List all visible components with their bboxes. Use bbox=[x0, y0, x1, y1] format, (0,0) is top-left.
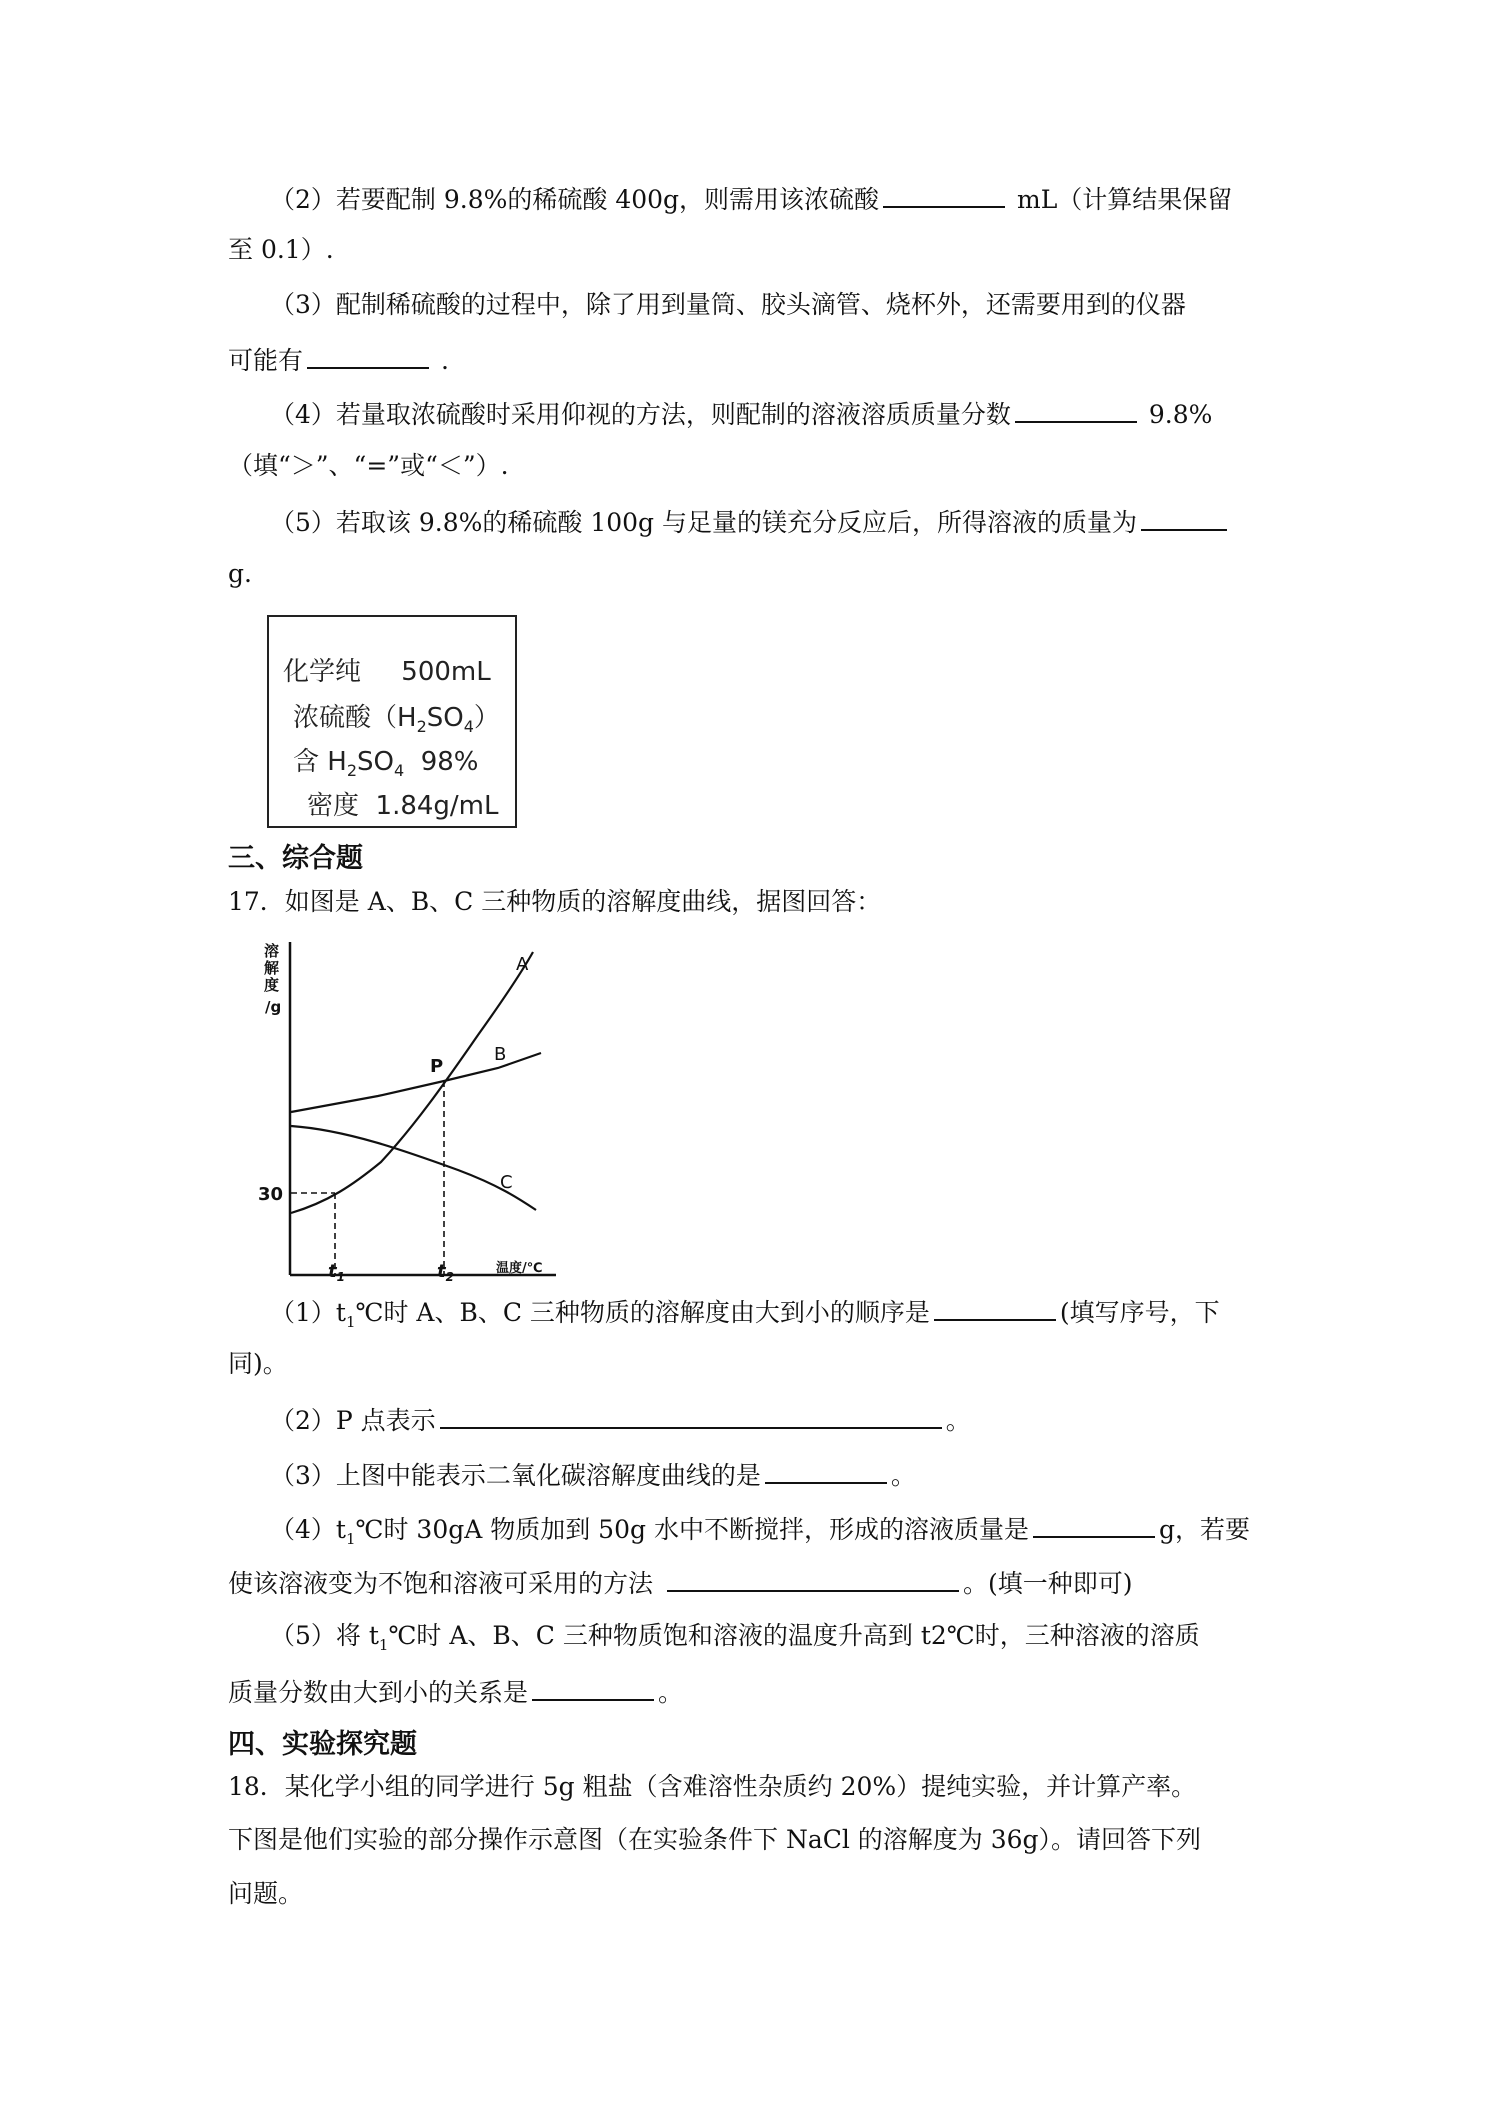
x-tick-t2: t bbox=[437, 1261, 446, 1282]
section-heading: 四、实验探究题 bbox=[228, 1729, 417, 1760]
q17-part4-text4: 使该溶液变为不饱和溶液可采用的方法 bbox=[228, 1569, 654, 1598]
solubility-chart bbox=[258, 940, 558, 1290]
label-content bbox=[293, 741, 479, 780]
q17-part1-line1 bbox=[270, 1293, 1220, 1339]
label-content-pre: 含 H bbox=[293, 747, 347, 777]
q16-part4-text: （4）若量取浓硫酸时采用仰视的方法，则配制的溶液溶质质量分数 bbox=[270, 400, 1011, 429]
q16-part4-line2: （填“＞”、“=”或“＜”）. bbox=[228, 451, 509, 480]
answer-blank[interactable] bbox=[934, 1293, 1056, 1321]
q16-part2-line1 bbox=[270, 180, 1232, 217]
q16-part3-end: . bbox=[433, 346, 449, 375]
q17-part5-line2 bbox=[228, 1673, 683, 1710]
answer-blank[interactable] bbox=[1015, 395, 1137, 423]
q17-part4-line2 bbox=[228, 1564, 1133, 1601]
q16-part5-line2: g. bbox=[228, 559, 252, 588]
label-content-post: 98% bbox=[404, 747, 479, 777]
q17-part1-text2: ℃时 A、B、C 三种物质的溶解度由大到小的顺序是 bbox=[355, 1298, 930, 1327]
q18-line2: 下图是他们实验的部分操作示意图（在实验条件下 NaCl 的溶解度为 36g）。请回答下列 bbox=[228, 1825, 1202, 1854]
q17-part5-text3: 质量分数由大到小的关系是 bbox=[228, 1678, 529, 1707]
q17-part2 bbox=[270, 1401, 971, 1438]
x-tick-t1-sub: 1 bbox=[336, 1270, 345, 1284]
q16-part2-line2: 至 0.1）. bbox=[228, 235, 334, 264]
q17-part3 bbox=[270, 1456, 916, 1493]
x-tick-label bbox=[328, 1261, 345, 1284]
series-a-label: A bbox=[516, 954, 529, 975]
answer-blank[interactable] bbox=[532, 1673, 654, 1701]
answer-blank[interactable] bbox=[765, 1456, 887, 1484]
q17-part4-text2: ℃时 30gA 物质加到 50g 水中不断搅拌，形成的溶液质量是 bbox=[355, 1515, 1029, 1544]
q16-part5-text: （5）若取该 9.8%的稀硫酸 100g 与足量的镁充分反应后，所得溶液的质量为 bbox=[270, 508, 1137, 537]
q18-line3: 问题。 bbox=[228, 1879, 304, 1908]
label-name-post: ） bbox=[473, 703, 500, 733]
q16-part3-line2 bbox=[228, 341, 449, 378]
q17-stem: 17．如图是 A、B、C 三种物质的溶解度曲线，据图回答： bbox=[228, 887, 882, 916]
ylabel-char: 解 bbox=[264, 959, 280, 977]
q17-part4-text: （4）t bbox=[270, 1515, 346, 1544]
ylabel-char: 溶 bbox=[264, 942, 280, 960]
series-c-label: C bbox=[500, 1172, 513, 1193]
q17-part5-line1 bbox=[270, 1619, 1200, 1662]
q17-part1-sub: 1 bbox=[345, 1313, 356, 1331]
answer-blank[interactable] bbox=[883, 180, 1005, 208]
x-tick-label bbox=[437, 1261, 454, 1284]
answer-blank[interactable] bbox=[1033, 1510, 1155, 1538]
q17-part4-line1 bbox=[270, 1510, 1250, 1556]
q17-part5-end: 。 bbox=[658, 1678, 684, 1707]
answer-blank[interactable] bbox=[440, 1401, 942, 1429]
q17-part1-line2: 同)。 bbox=[228, 1349, 288, 1378]
label-name-pre: 浓硫酸（H bbox=[293, 703, 417, 733]
q17-part3-end: 。 bbox=[890, 1461, 916, 1490]
q16-part4-value: 9.8% bbox=[1140, 400, 1213, 429]
label-name-mid: SO bbox=[426, 703, 464, 733]
label-name bbox=[293, 697, 500, 736]
ylabel-unit: /g bbox=[265, 998, 282, 1016]
label-grade bbox=[283, 651, 491, 688]
q16-part5-line1 bbox=[270, 503, 1231, 540]
ylabel-char: 度 bbox=[264, 976, 280, 994]
q17-part2-text: （2）P 点表示 bbox=[270, 1406, 436, 1435]
q17-part5-sub: 1 bbox=[378, 1636, 389, 1654]
acid-bottle-label bbox=[267, 615, 517, 828]
series-a-line bbox=[291, 952, 533, 1213]
series-b-label: B bbox=[494, 1044, 507, 1065]
x-tick-t2-sub: 2 bbox=[445, 1270, 454, 1284]
label-content-mid: SO bbox=[357, 747, 394, 777]
q16-part2-text: （2）若要配制 9.8%的稀硫酸 400g，则需用该浓硫酸 bbox=[270, 185, 880, 214]
q18-line1: 18．某化学小组的同学进行 5g 粗盐（含难溶性杂质约 20%）提纯实验，并计算产率。 bbox=[228, 1772, 1197, 1801]
q16-part3-line1: （3）配制稀硫酸的过程中，除了用到量筒、胶头滴管、烧杯外，还需要用到的仪器 bbox=[270, 290, 1186, 319]
q17-part5-text: （5）将 t bbox=[270, 1621, 379, 1650]
q17-part1-text3: (填写序号，下 bbox=[1059, 1298, 1220, 1327]
answer-blank[interactable] bbox=[1141, 503, 1227, 531]
label-content-sub1: 2 bbox=[346, 761, 358, 781]
q16-part3-text: 可能有 bbox=[228, 346, 304, 375]
label-grade-text: 化学纯 bbox=[283, 657, 362, 687]
point-p-label: P bbox=[430, 1056, 444, 1077]
q17-part4-text3: g，若要 bbox=[1158, 1515, 1250, 1544]
x-tick-t1: t bbox=[328, 1261, 337, 1282]
label-content-sub2: 4 bbox=[393, 761, 405, 781]
q17-part4-sub: 1 bbox=[345, 1530, 356, 1548]
q16-part2-unit: mL（计算结果保留 bbox=[1009, 185, 1233, 214]
x-axis-label: 温度/℃ bbox=[496, 1261, 543, 1276]
q16-part4-line1 bbox=[270, 395, 1212, 432]
label-volume: 500mL bbox=[401, 657, 491, 687]
q17-part4-text5: 。(填一种即可) bbox=[963, 1569, 1133, 1598]
y-tick-label: 30 bbox=[258, 1184, 284, 1205]
q17-part3-text: （3）上图中能表示二氧化碳溶解度曲线的是 bbox=[270, 1461, 761, 1490]
q17-part5-text2: ℃时 A、B、C 三种物质饱和溶液的温度升高到 t2℃时，三种溶液的溶质 bbox=[388, 1621, 1200, 1650]
answer-blank[interactable] bbox=[667, 1564, 959, 1592]
q17-part2-end: 。 bbox=[945, 1406, 971, 1435]
label-density: 密度 1.84g/mL bbox=[307, 791, 499, 821]
answer-blank[interactable] bbox=[307, 341, 429, 369]
label-name-sub1: 2 bbox=[416, 717, 427, 737]
section-heading: 三、综合题 bbox=[228, 843, 363, 874]
q17-part1-text: （1）t bbox=[270, 1298, 346, 1327]
label-name-sub2: 4 bbox=[463, 717, 474, 737]
